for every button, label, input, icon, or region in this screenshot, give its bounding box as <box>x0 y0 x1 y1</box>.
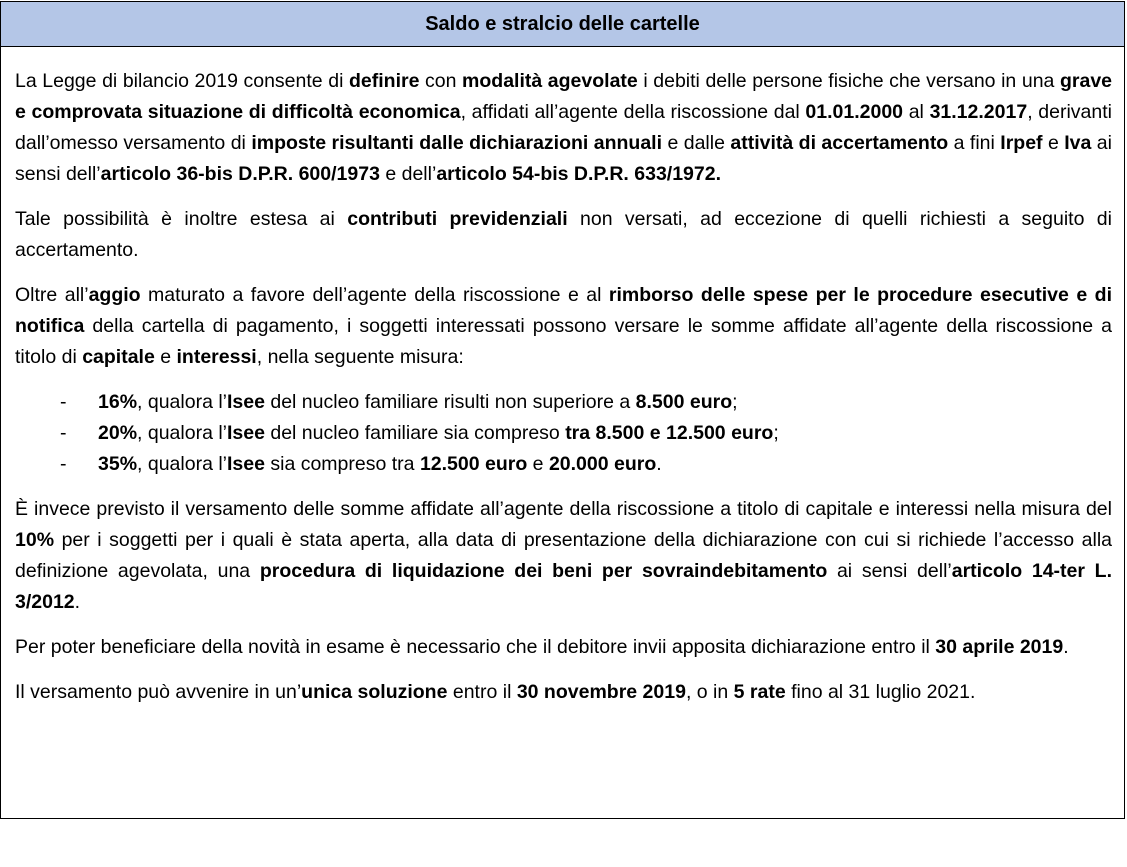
text-run: , affidati all’agente della riscossione dal <box>460 101 806 123</box>
paragraph-contributions <box>15 204 1112 266</box>
bold-text-run: 20% <box>98 422 138 444</box>
text-run: i debiti delle persone fisiche che versano in una <box>637 70 1060 92</box>
text-run: ai sensi dell’ <box>15 132 1112 185</box>
list-item <box>15 418 1112 449</box>
bold-text-run: articolo 14-ter L. 3/2012 <box>15 560 1112 613</box>
isee-tier-list <box>15 387 1112 480</box>
bold-text-run: Isee <box>227 391 265 413</box>
text-run: , derivanti dall’omesso versamento di <box>15 101 1112 154</box>
text-run: È invece previsto il versamento delle somme affidate all’agente della riscossione a titolo di capitale e interessi nella misura del <box>15 498 1112 520</box>
bullet-dash: - <box>60 391 67 413</box>
document-box <box>0 1 1125 819</box>
list-item <box>15 387 1112 418</box>
text-run: , o in <box>685 681 734 703</box>
document-body <box>1 47 1124 708</box>
text-run: , qualora l’ <box>137 453 227 475</box>
bold-text-run: interessi <box>176 346 257 368</box>
bold-text-run: 12.500 euro <box>419 453 528 475</box>
bold-text-run: 10% <box>15 529 55 551</box>
text-run: per i soggetti per i quali è stata aperta, alla data di presentazione della dichiarazione con cui si richiede l’accesso alla definizione agevolata, una <box>15 529 1112 582</box>
text-run: e <box>1042 132 1065 154</box>
text-run: al <box>903 101 930 123</box>
text-run: ; <box>732 391 738 413</box>
bold-text-run: attività di accertamento <box>730 132 949 154</box>
bold-text-run: 16% <box>98 391 138 413</box>
text-run: Per poter beneficiare della novità in esame è necessario che il debitore invii apposita dichiarazione entro il <box>15 636 936 658</box>
text-run: e dell’ <box>379 163 437 185</box>
bullet-dash: - <box>60 453 67 475</box>
text-run: ai sensi dell’ <box>827 560 952 582</box>
paragraph-deadline <box>15 632 1112 663</box>
list-item <box>15 449 1112 480</box>
bold-text-run: contributi previdenziali <box>347 208 568 230</box>
bold-text-run: articolo 54-bis D.P.R. 633/1972. <box>436 163 722 185</box>
text-run: e dalle <box>662 132 731 154</box>
text-run: e <box>154 346 177 368</box>
paragraph-installments <box>15 677 1112 708</box>
text-run: del nucleo familiare sia compreso <box>264 422 566 444</box>
bold-text-run: 20.000 euro <box>548 453 657 475</box>
text-run: ; <box>773 422 779 444</box>
paragraph-payment-measure <box>15 280 1112 373</box>
bold-text-run: procedura di liquidazione dei beni per sovraindebitamento <box>259 560 828 582</box>
list-item-text <box>98 453 662 475</box>
bold-text-run: 30 aprile 2019 <box>935 636 1064 658</box>
bold-text-run: 35% <box>98 453 138 475</box>
bold-text-run: unica soluzione <box>301 681 448 703</box>
bold-text-run: rimborso delle spese per le procedure esecutive e di notifica <box>15 284 1112 337</box>
bold-text-run: tra 8.500 e 12.500 euro <box>565 422 774 444</box>
bold-text-run: imposte risultanti dalle dichiarazioni annuali <box>251 132 663 154</box>
text-run: Oltre all’ <box>15 284 89 306</box>
text-run: del nucleo familiare risulti non superiore a <box>264 391 636 413</box>
text-run: maturato a favore dell’agente della riscossione e al <box>140 284 609 306</box>
text-run: . <box>656 453 662 475</box>
bold-text-run: grave e comprovata situazione di difficoltà economica <box>15 70 1113 123</box>
list-item-text <box>98 391 738 413</box>
bold-text-run: articolo 36-bis D.P.R. 600/1973 <box>100 163 380 185</box>
list-item-text <box>98 422 779 444</box>
bold-text-run: Isee <box>227 422 265 444</box>
text-run: , qualora l’ <box>137 391 227 413</box>
bold-text-run: 01.01.2000 <box>805 101 904 123</box>
text-run: sia compreso tra <box>264 453 420 475</box>
bold-text-run: 5 rate <box>733 681 786 703</box>
bold-text-run: aggio <box>88 284 141 306</box>
bold-text-run: 31.12.2017 <box>929 101 1028 123</box>
text-run: a fini <box>948 132 1001 154</box>
bullet-dash: - <box>60 422 67 444</box>
text-run: , nella seguente misura: <box>256 346 464 368</box>
text-run: , qualora l’ <box>137 422 227 444</box>
paragraph-overindebtedness <box>15 494 1112 618</box>
document-title: Saldo e stralcio delle cartelle <box>425 12 700 35</box>
text-run: della cartella di pagamento, i soggetti interessati possono versare le somme affidate all’agente della riscossione a titolo di <box>15 315 1112 368</box>
document-header <box>1 2 1124 47</box>
text-run: non versati, ad eccezione di quelli richiesti a seguito di accertamento. <box>15 208 1112 261</box>
text-run: e <box>527 453 549 475</box>
bold-text-run: 8.500 euro <box>635 391 733 413</box>
text-run: fino al 31 luglio 2021. <box>785 681 976 703</box>
bold-text-run: Isee <box>227 453 265 475</box>
text-run: Il versamento può avvenire in un’ <box>15 681 302 703</box>
bold-text-run: Iva <box>1064 132 1092 154</box>
bold-text-run: definire <box>348 70 420 92</box>
text-run: entro il <box>447 681 517 703</box>
text-run: . <box>74 591 81 613</box>
bold-text-run: 30 novembre 2019 <box>516 681 686 703</box>
text-run: Tale possibilità è inoltre estesa ai <box>15 208 348 230</box>
text-run: . <box>1063 636 1069 658</box>
text-run: con <box>419 70 463 92</box>
text-run: La Legge di bilancio 2019 consente di <box>15 70 349 92</box>
bold-text-run: capitale <box>82 346 155 368</box>
bold-text-run: modalità agevolate <box>462 70 638 92</box>
paragraph-eligibility <box>15 66 1112 190</box>
bold-text-run: Irpef <box>1000 132 1043 154</box>
